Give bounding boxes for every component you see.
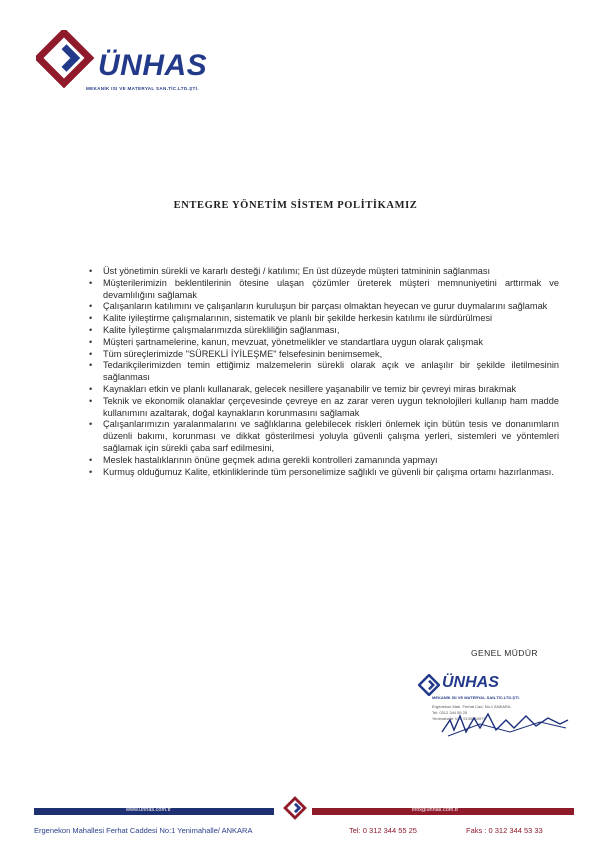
footer-address: Ergenekon Mahallesi Ferhat Caddesi No:1 Yenimahalle/ ANKARA bbox=[34, 826, 253, 835]
policy-item: • Meslek hastalıklarının önüne geçmek adına gerekli kontrolleri zamanında yapmayı bbox=[89, 455, 559, 467]
policy-item: • Kurmuş olduğumuz Kalite, etkinliklerinde tüm personelimize sağlıklı ve güvenli bir çalışma ortamı hazırlanması. bbox=[89, 467, 559, 479]
policy-list bbox=[89, 266, 559, 478]
company-stamp bbox=[410, 674, 580, 744]
unhas-logo bbox=[36, 30, 236, 100]
policy-item: • Kalite iyileştirme çalışmalarının, sistematik ve planlı bir şekilde herkesin katılımı ile sürdürülmesi bbox=[89, 313, 559, 325]
policy-item: • Üst yönetimin sürekli ve kararlı desteği / katılımı; En üst düzeyde müşteri tatmininin sağlanması bbox=[89, 266, 559, 278]
brand-name: ÜNHAS bbox=[98, 49, 208, 82]
footer-bar-blue bbox=[34, 808, 274, 815]
page-title: ENTEGRE YÖNETİM SİSTEM POLİTİKAMIZ bbox=[173, 200, 418, 211]
policy-item: • Teknik ve ekonomik olanaklar çerçevesinde çevreye en az zarar veren uygun teknolojileri kullanıp ham madde kullanımını azaltarak, doğal kaynakların korunmasını sağlamak bbox=[89, 396, 559, 420]
footer-website: www.unhas.com.tr bbox=[126, 807, 171, 813]
footer-bar-red bbox=[312, 808, 574, 815]
footer-email: info@unhas.com.tr bbox=[412, 807, 459, 813]
policy-item: • Tüm süreçlerimizde "SÜREKLİ İYİLEŞME" felsefesinin benimsemek, bbox=[89, 349, 559, 361]
footer-bar bbox=[34, 802, 574, 822]
signature-scribble bbox=[440, 702, 570, 742]
stamp-line: Ergenekon Mah. Ferhat Cad. No:1 ANKARA bbox=[432, 704, 511, 709]
footer-fax: Faks : 0 312 344 53 33 bbox=[466, 826, 543, 835]
stamp-line: Tel: 0312 344 55 25 bbox=[432, 710, 468, 715]
policy-item: • Kaynakları etkin ve planlı kullanarak, gelecek nesillere yaşanabilir ve temiz bir çevreyi miras bırakmak bbox=[89, 384, 559, 396]
policy-item: • Tedarikçilerimizden temin ettiğimiz malzemelerin sürekli olarak açık ve anlaşılır bir şekilde iletilmesinin sağlanması bbox=[89, 360, 559, 384]
stamp-line: Yenimahalle V.D. 9130084971 bbox=[432, 716, 486, 721]
signatory-title: GENEL MÜDÜR bbox=[471, 648, 538, 658]
policy-item: • Çalışanların katılımını ve çalışanların kuruluşun bir parçası olmaktan heyecan ve gurur duymalarını sağlamak bbox=[89, 301, 559, 313]
footer-phone: Tel: 0 312 344 55 25 bbox=[349, 826, 417, 835]
policy-item: • Çalışanlarımızın yaralanmalarını ve sağlıklarına gelebilecek riskleri önlemek için bütün tesis ve donanımların düzenli bakımı, korunması ve dikkat gösterilmesi yoluyla güvenli çalışma yerleri, sistemleri ve yöntemleri sağlamak için sürekli çaba sarf edilmesini, bbox=[89, 419, 559, 454]
policy-item: • Müşterilerimizin beklentilerinin ötesine ulaşan çözümler üreterek müşteri memnuniyetini arttırmak ve devamlılığını sağlamak bbox=[89, 278, 559, 302]
policy-item: • Kalite İyileştirme çalışmalarımızda sürekliliğin sağlanması, bbox=[89, 325, 559, 337]
stamp-subtitle: MEKANİK ISI VE MATERYAL SAN.TİC.LTD.ŞTİ. bbox=[432, 695, 520, 700]
footer-emblem-icon bbox=[283, 796, 307, 820]
policy-item: • Müşteri şartnamelerine, kanun, mevzuat, yönetmelikler ve standartlara uygun olarak çalışmak bbox=[89, 337, 559, 349]
brand-subtitle: MEKANİK ISI VE MATERYAL SAN.TİC.LTD.ŞTİ. bbox=[86, 86, 199, 91]
stamp-emblem-icon bbox=[418, 674, 440, 696]
unhas-emblem-icon bbox=[36, 30, 96, 90]
stamp-brand: ÜNHAS bbox=[442, 674, 499, 691]
